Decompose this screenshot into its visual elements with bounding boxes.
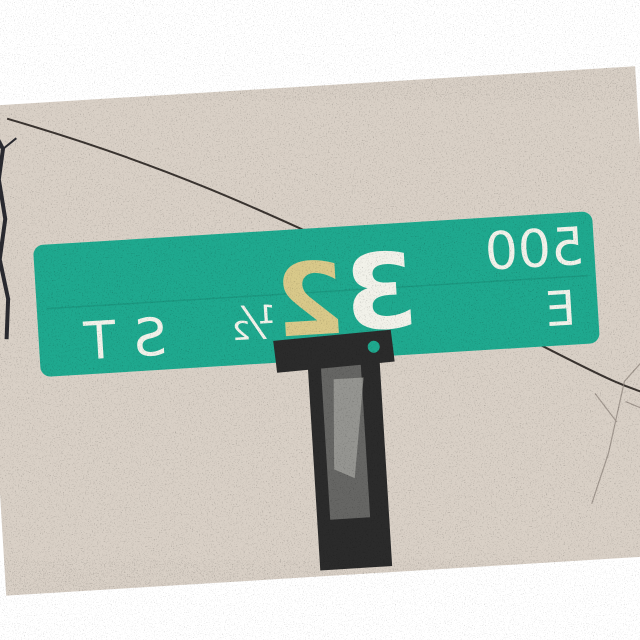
photo-frame <box>0 66 640 596</box>
photo-grain <box>0 66 640 595</box>
border-grain-bottom <box>0 560 640 640</box>
border-grain-top <box>0 0 640 100</box>
